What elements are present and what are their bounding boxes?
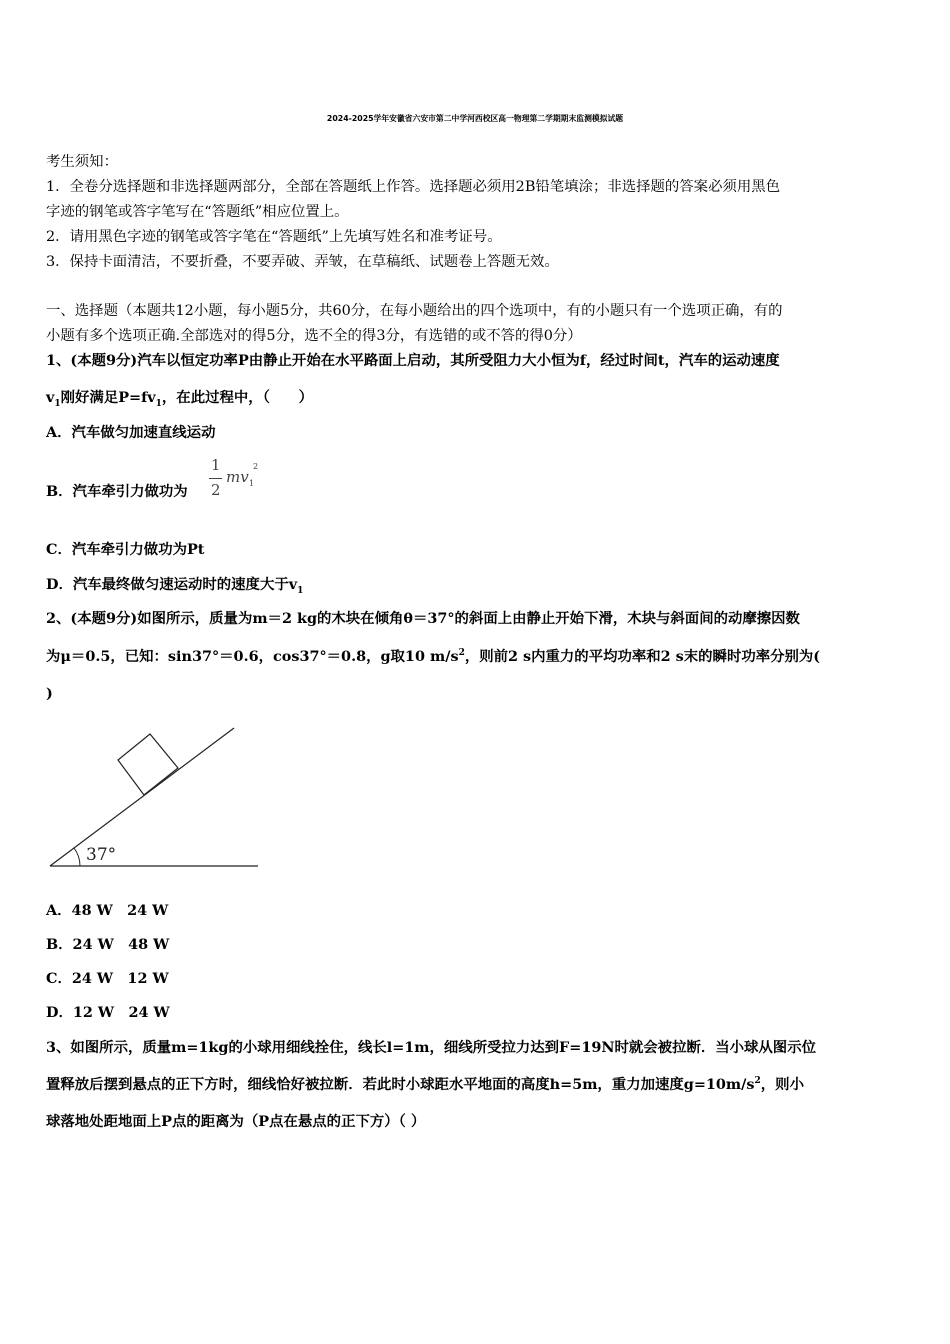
angle-arc — [74, 848, 80, 866]
notice-item-1: 1．全卷分选择题和非选择题两部分，全部在答题纸上作答。选择题必须用2B铅笔填涂；非选择题的答案必须用黑色 — [46, 179, 781, 195]
q2-option-b: B．24 W 48 W — [46, 936, 170, 953]
section-heading-cont: 小题有多个选项正确.全部选对的得5分，选不全的得3分，有选错的或不答的得0分） — [46, 328, 582, 344]
incline-line — [50, 728, 234, 866]
exam-title: 2024-2025学年安徽省六安市第二中学河西校区高一物理第二学期期末监测模拟试题 — [326, 114, 624, 123]
q2-stem-line2: 为μ＝0.5，已知：sin37°＝0.6，cos37°＝0.8，g取10 $m/s^2$，则前2 s内重力的平均功率和2 s末的瞬时功率分别为( — [46, 648, 821, 665]
notice-item-3: 3．保持卡面清洁，不要折叠，不要弄破、弄皱，在草稿纸、试题卷上答题无效。 — [46, 254, 559, 270]
section-heading: 一、选择题（本题共12小题，每小题5分，共60分，在每小题给出的四个选项中，有的小题只有一个选项正确，有的 — [46, 303, 783, 319]
q1-option-b: B．汽车牵引力做功为 — [46, 483, 188, 500]
notice-item-2: 2．请用黑色字迹的钢笔或答字笔在“答题纸”上先填写姓名和准考证号。 — [46, 229, 502, 245]
q2-option-c: C．24 W 12 W — [46, 970, 169, 987]
q3-stem-line3: 球落地处距地面上P点的距离为（P点在悬点的正下方）（ ） — [46, 1113, 426, 1130]
notice-item-1-cont: 字迹的钢笔或答字笔写在“答题纸”相应位置上。 — [46, 204, 349, 220]
q2-option-a: A．48 W 24 W — [46, 902, 169, 919]
q2-stem-line3: ) — [46, 685, 53, 702]
q1-option-d: D．汽车最终做匀速运动时的速度大于$v_1$ — [46, 576, 304, 596]
q3-stem-line2: 置释放后摆到悬点的正下方时，细线恰好被拉断．若此时小球距水平地面的高度h=5m，重力加速度$g=10m/s^2$，则小 — [46, 1076, 804, 1093]
q1-option-a: A．汽车做匀加速直线运动 — [46, 424, 216, 441]
block — [118, 734, 178, 795]
q1-stem-line2: $v_1$刚好满足$P=fv_1$，在此过程中，（ ） — [46, 389, 314, 409]
incline-figure — [46, 722, 266, 874]
q2-stem-line1: 2、(本题9分)如图所示，质量为m＝2 kg的木块在倾角θ＝37°的斜面上由静止开始下滑，木块与斜面间的动摩擦因数 — [46, 610, 800, 627]
notice-heading: 考生须知： — [46, 154, 118, 170]
exam-page: 2024-2025学年安徽省六安市第二中学河西校区高一物理第二学期期末监测模拟试题 考生须知： 1．全卷分选择题和非选择题两部分，全部在答题纸上作答。选择题必须用2B铅笔填涂；非选择题的答案必须用黑色 字迹的钢笔或答字笔写在“答题纸”相应位置上。 2．请用黑色字迹的钢笔或答字笔在“答题纸”上先填写姓名和准考证号。 3．保持卡面清洁，不要折叠，不要弄破、弄皱，在草稿纸、试题卷上答题无效。 一、选择题（本题共12小题，每小题5分，共60分，在每小题给出的四个选项中，有的小题只有一个选项正确，有的 小题有多个选项正确.全部选对的得5分，选不全的得3分，有选错的或不答的得0分） 1、(本题9分)汽车以恒定功率P由静止开始在水平路面上启动，其所受阻力大小恒为f，经过时间t，汽车的运动速度 $v_1$刚好满足$P=fv_1$，在此过程中，（ ） A．汽车做匀加速直线运动 B．汽车牵引力做功为 1 2 mv 1 2 C．汽车牵引力做功为Pt D．汽车最终做匀速运动时的速度大于$v_1$ 2、(本题9分)如图所示，质量为m＝2 kg的木块在倾角θ＝37°的斜面上由静止开始下滑，木块与斜面间的动摩擦因数 为μ＝0.5，已知：sin37°＝0.6，cos37°＝0.8，g取10 $m/s^2$，则前2 s内重力的平均功率和2 s末的瞬时功率分别为( ) 37° A．48 W 24 W B．24 W 48 W C．24 W 12 W D．12 W 24 W 3、如图所示，质量m=1kg的小球用细线拴住，线长l=1m，细线所受拉力达到F=19N时就会被拉断．当小球从图示位 置释放后摆到悬点的正下方时，细线恰好被拉断．若此时小球距水平地面的高度h=5m，重力加速度$g=10m/s^2$，则小 球落地处距地面上P点的距离为（P点在悬点的正下方）（ ） — [0, 0, 950, 1344]
q1-stem-line1: 1、(本题9分)汽车以恒定功率P由静止开始在水平路面上启动，其所受阻力大小恒为f，经过时间t，汽车的运动速度 — [46, 352, 780, 369]
q3-stem-line1: 3、如图所示，质量m=1kg的小球用细线拴住，线长l=1m，细线所受拉力达到F=19N时就会被拉断．当小球从图示位 — [46, 1039, 816, 1056]
angle-label: 37° — [86, 845, 117, 865]
q2-option-d: D．12 W 24 W — [46, 1004, 170, 1021]
q1-option-c: C．汽车牵引力做功为Pt — [46, 541, 205, 558]
